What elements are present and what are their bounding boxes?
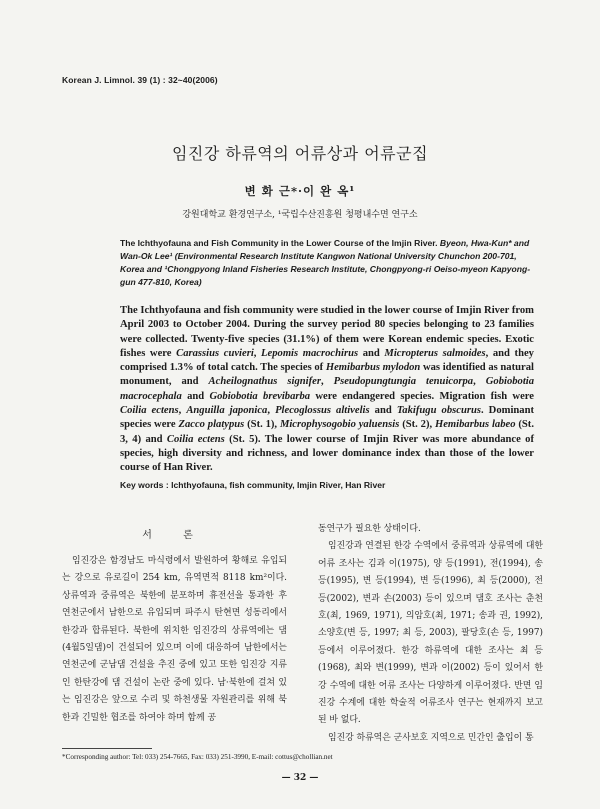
body-paragraph: 임진강은 함경남도 마식령에서 발원하여 황해로 유입되는 강으로 유로길이 254 km, 유역면적 8118 km²이다. 상류역과 중류역은 북한에 분포하며 휴전선을 통과한 후 연천군에서 남한으로 유입되며 파주시 탄현면 성동리에서 한강과 합류된다. 북한에 위치한 임진강의 상류역에는 댐(4월5일댐)이 건설되어 있으며 이에 대응하여 남한에서는 연천군에 군남댐 건설을 추진 중에 있고 또한 임진강 지류인 한탄강에 댐 건설이 논란 중에 있다. 남·북한에 걸쳐 있는 임진강은 앞으로 수리 및 하천생물 자원관리를 위해 북한과 긴밀한 협조를 하여야 하며 함께 공: [62, 556, 287, 723]
english-header: [120, 237, 536, 289]
article-affiliations: 강원대학교 환경연구소, ¹국립수산진흥원 청평내수면 연구소: [182, 210, 418, 220]
body-column-right: [318, 521, 543, 747]
abstract: [120, 304, 534, 476]
journal-citation: Korean J. Limnol. 39 (1) : 32~40(2006): [62, 75, 218, 85]
english-title: The Ichthyofauna and Fish Community in the Lower Course of the Imjin River.: [120, 238, 438, 248]
article-authors: 변 화 근*·이 완 옥¹: [244, 184, 356, 198]
corresponding-author-footnote: *Corresponding author: Tel: 033) 254-7665, Fax: 033) 251-3990, E-mail: cottus@chollian.net: [62, 753, 333, 761]
keywords: Key words : Ichthyofauna, fish community, Imjin River, Han River: [120, 480, 386, 490]
page-number: — 32 —: [281, 773, 319, 783]
body-paragraph-continued: 동연구가 필요한 상태이다.: [318, 524, 421, 534]
body-paragraph: 임진강 하류역은 군사보호 지역으로 민간인 출입이 통: [328, 732, 534, 743]
english-authors: Byeon, Hwa-Kun* and Wan-Ok Lee¹: [120, 238, 530, 261]
body-column-left: [62, 521, 287, 727]
body-paragraph: 임진강과 연결된 한강 수역에서 중류역과 상류역에 대한 어류 조사는 김과 이(1975), 양 등(1991), 전(1994), 송 등(1995), 변 등(1994), 변 등(1996), 최 등(2000), 전 등(2002), 변과 손(2003) 등이 있으며 댐호 조사는 춘천호(최, 1969, 1971), 의암호(최, 1971; 송과 권, 1992), 소양호(변 등, 1997; 최 등, 2003), 팔당호(손 등, 1997) 등에서 이루어졌다. 한강 하류역에 대한 조사는 최 등(1968), 최와 변(1999), 변과 이(2002) 등이 있어서 한강 수역에 대한 어류 조사는 다양하게 이루어졌다. 반면 임진강 수계에 대한 학술적 어류조사 연구는 현재까지 보고된 바 없다.: [318, 541, 543, 726]
footnote-divider: [62, 748, 152, 749]
section-heading-introduction: 서 론: [142, 530, 207, 541]
article-title: 임진강 하류역의 어류상과 어류군집: [171, 144, 429, 163]
abstract-text: The Ichthyofauna and fish community were studied in the lower course of Imjin River from April 2003 to October 2004. During the survey period 80 species belonging to 23 families were collected. Twenty-five species (31.1%) of them were Korean endemic species. Exotic fishes were Carassius cuvieri, Lepomis macrochirus and Micropterus salmoides, and they comprised 1.3% of total catch. The species of Hemibarbus mylodon was identified as natural monument, and Acheilognathus signifer, Pseudopungtungia tenuicorpa, Gobiobotia macrocephala and Gobiobotia brevibarba were endangered species. Migration fish were Coilia ectens, Anguilla japonica, Plecoglossus altivelis and Takifugu obscurus. Dominant species were Zacco platypus (St. 1), Microphysogobio yaluensis (St. 2), Hemibarbus labeo (St. 3, 4) and Coilia ectens (St. 5). The lower course of Imjin River was more abundance of species, high diversity and richness, and lower dominance index than those of the lower course of Han River.: [120, 305, 535, 474]
english-affiliations: (Environmental Research Institute Kangwon National University Chunchon 200-701, Korea and ¹Chongpyong Inland Fisheries Research Institute, Chongpyong-ri Oeiso-myeon Kapyong-gun 477-810, Korea): [120, 251, 531, 287]
